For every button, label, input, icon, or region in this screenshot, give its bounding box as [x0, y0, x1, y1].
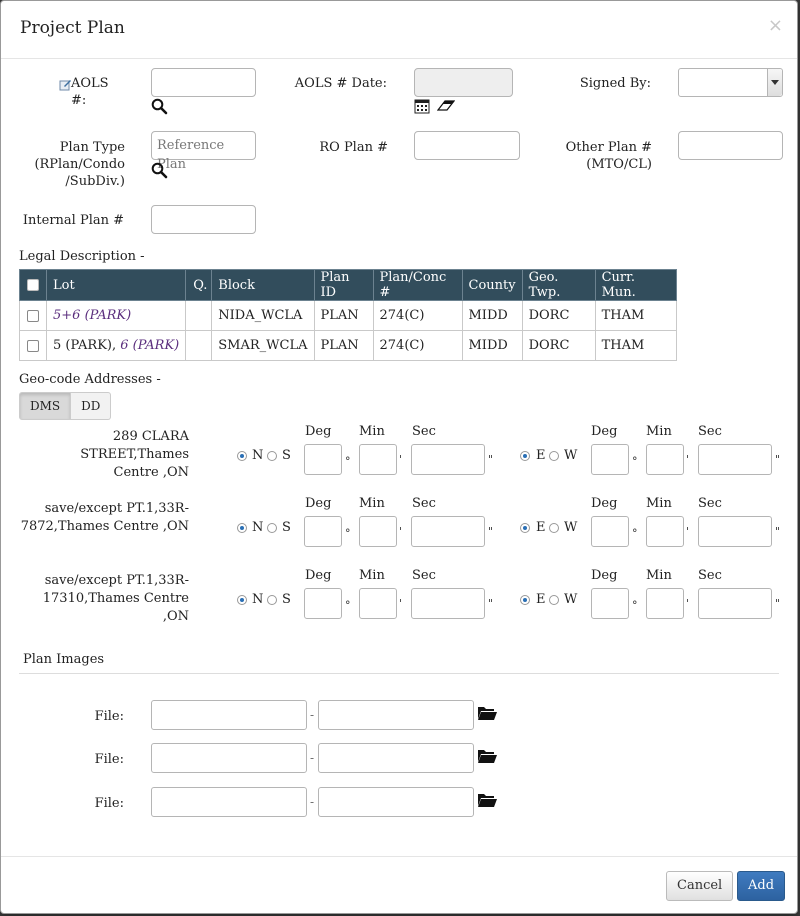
col-block[interactable]: Block — [212, 270, 314, 301]
lon-min-input[interactable] — [646, 444, 684, 475]
folder-open-icon[interactable] — [477, 748, 498, 764]
south-radio[interactable] — [267, 523, 277, 533]
minute-symbol: ' — [399, 525, 403, 538]
file-separator: - — [310, 708, 315, 722]
lon-sec-input[interactable] — [698, 588, 772, 619]
file-separator: - — [310, 795, 315, 809]
cancel-button[interactable]: Cancel — [666, 871, 733, 901]
other-plan-label — [551, 139, 652, 173]
deg-col-label: Deg — [591, 496, 618, 511]
lot-park-text: 6 (PARK) — [120, 338, 180, 353]
second-symbol: " — [775, 453, 781, 466]
lat-sec-input[interactable] — [411, 516, 485, 547]
south-label: S — [282, 592, 291, 607]
cell-q — [186, 301, 212, 331]
west-radio[interactable] — [549, 595, 559, 605]
south-radio[interactable] — [267, 595, 277, 605]
address-line1: save/except PT.1,33R- — [44, 501, 189, 516]
eraser-icon[interactable] — [437, 99, 455, 111]
cell-q — [186, 331, 212, 361]
internal-plan-input[interactable] — [151, 205, 256, 234]
minute-symbol: ' — [399, 453, 403, 466]
cell-plan-id: PLAN — [314, 331, 373, 361]
lon-deg-input[interactable] — [591, 516, 629, 547]
cell-curr-mun: THAM — [595, 331, 676, 361]
cell-block: NIDA_WCLA — [212, 301, 314, 331]
lat-min-input[interactable] — [359, 588, 397, 619]
south-radio[interactable] — [267, 451, 277, 461]
deg-col-label: Deg — [305, 568, 332, 583]
folder-open-icon[interactable] — [477, 705, 498, 721]
chevron-down-icon[interactable] — [767, 69, 782, 96]
second-symbol: " — [775, 597, 781, 610]
min-col-label: Min — [646, 568, 672, 583]
file-path-input[interactable] — [318, 743, 474, 773]
north-label: N — [252, 592, 264, 607]
north-label: N — [252, 520, 264, 535]
lon-sec-input[interactable] — [698, 444, 772, 475]
deg-col-label: Deg — [591, 568, 618, 583]
lon-min-input[interactable] — [646, 588, 684, 619]
north-radio[interactable] — [237, 595, 247, 605]
degree-symbol: ° — [632, 527, 638, 540]
sec-col-label: Sec — [698, 496, 722, 511]
col-county[interactable]: County — [462, 270, 522, 301]
col-plan-id[interactable]: Plan ID — [314, 270, 373, 301]
second-symbol: " — [488, 597, 494, 610]
lat-min-input[interactable] — [359, 516, 397, 547]
other-plan-label-line1: Other Plan # — [565, 140, 652, 155]
degree-symbol: ° — [345, 599, 351, 612]
col-geo-twp[interactable]: Geo. Twp. — [522, 270, 595, 301]
internal-plan-label: Internal Plan # — [22, 213, 124, 228]
sec-col-label: Sec — [698, 424, 722, 439]
close-icon[interactable]: × — [767, 15, 783, 36]
address-label — [19, 500, 189, 536]
lat-sec-input[interactable] — [411, 588, 485, 619]
ro-plan-label: RO Plan # — [319, 140, 388, 155]
signed-by-label: Signed By: — [579, 76, 651, 91]
second-symbol: " — [488, 525, 494, 538]
cell-plan-id: PLAN — [314, 301, 373, 331]
legal-description-table — [19, 269, 677, 361]
plan-type-input[interactable]: Reference Plan — [151, 131, 256, 160]
lot-park-text: 5+6 (PARK) — [53, 308, 132, 323]
west-label: W — [564, 592, 578, 607]
col-curr-mun[interactable]: Curr. Mun. — [595, 270, 676, 301]
file-label: File: — [94, 709, 124, 724]
table-header-row — [20, 270, 677, 301]
file-name-input[interactable] — [151, 700, 307, 730]
plan-type-label-line1: Plan Type — [59, 140, 125, 155]
cell-county: MIDD — [462, 331, 522, 361]
table-row[interactable] — [20, 331, 677, 361]
lon-min-input[interactable] — [646, 516, 684, 547]
lot-text: 5 (PARK), — [53, 338, 117, 353]
degree-symbol: ° — [632, 599, 638, 612]
south-label: S — [282, 448, 291, 463]
cell-curr-mun: THAM — [595, 301, 676, 331]
aols-date-input[interactable] — [414, 68, 513, 97]
degree-symbol: ° — [345, 527, 351, 540]
deg-col-label: Deg — [591, 424, 618, 439]
col-lot[interactable]: Lot — [47, 270, 186, 301]
address-line2: 7872,Thames Centre ,ON — [20, 519, 189, 534]
min-col-label: Min — [359, 424, 385, 439]
second-symbol: " — [775, 525, 781, 538]
dialog-footer — [1, 856, 797, 914]
file-name-input[interactable] — [151, 743, 307, 773]
minute-symbol: ' — [399, 597, 403, 610]
section-divider — [19, 673, 779, 674]
north-radio[interactable] — [237, 523, 247, 533]
folder-open-icon[interactable] — [477, 792, 498, 808]
lon-sec-input[interactable] — [698, 516, 772, 547]
sec-col-label: Sec — [412, 496, 436, 511]
min-col-label: Min — [359, 568, 385, 583]
file-path-input[interactable] — [318, 787, 474, 817]
aols-label: AOLS #: — [71, 76, 109, 108]
sec-col-label: Sec — [412, 568, 436, 583]
address-line2: 17310,Thames Centre ,ON — [42, 591, 189, 624]
sec-col-label: Sec — [412, 424, 436, 439]
lon-deg-input[interactable] — [591, 588, 629, 619]
calendar-icon[interactable] — [414, 98, 430, 114]
signed-by-select[interactable] — [678, 68, 783, 97]
geocode-row — [1, 496, 798, 566]
east-label: E — [536, 592, 546, 607]
file-path-input[interactable] — [318, 700, 474, 730]
lat-deg-input[interactable] — [304, 444, 342, 475]
east-radio[interactable] — [520, 595, 530, 605]
cell-plan-conc: 274(C) — [373, 301, 462, 331]
file-label: File: — [94, 796, 124, 811]
cell-lot — [47, 331, 186, 361]
aols-date-label: AOLS # Date: — [294, 76, 387, 91]
geocode-row — [1, 424, 798, 494]
address-line2: Centre ,ON — [113, 465, 189, 480]
cell-block: SMAR_WCLA — [212, 331, 314, 361]
deg-col-label: Deg — [305, 424, 332, 439]
min-col-label: Min — [359, 496, 385, 511]
file-label: File: — [94, 752, 124, 767]
table-row[interactable] — [20, 301, 677, 331]
second-symbol: " — [488, 453, 494, 466]
cell-county: MIDD — [462, 301, 522, 331]
dms-dd-toggle — [19, 392, 111, 420]
plan-type-label-line2: (RPlan/Condo — [34, 157, 125, 172]
search-icon[interactable] — [151, 98, 168, 115]
plan-type-label — [21, 139, 125, 190]
add-button[interactable]: Add — [737, 871, 785, 901]
other-plan-input[interactable] — [678, 131, 783, 160]
address-line1: 289 CLARA STREET,Thames — [80, 429, 189, 462]
address-line1: save/except PT.1,33R- — [44, 573, 189, 588]
cell-geo-twp: DORC — [522, 331, 595, 361]
min-col-label: Min — [646, 496, 672, 511]
east-label: E — [536, 448, 546, 463]
east-radio[interactable] — [520, 451, 530, 461]
geocode-row — [1, 568, 798, 638]
legal-description-title: Legal Description - — [19, 249, 145, 264]
other-plan-label-line2: (MTO/CL) — [586, 157, 652, 172]
west-radio[interactable] — [549, 523, 559, 533]
north-radio[interactable] — [237, 451, 247, 461]
lat-min-input[interactable] — [359, 444, 397, 475]
file-name-input[interactable] — [151, 787, 307, 817]
ro-plan-input[interactable] — [414, 131, 520, 160]
plan-type-label-line3: /SubDiv.) — [65, 174, 125, 189]
col-plan-conc[interactable]: Plan/Conc # — [373, 270, 462, 301]
dialog-header — [1, 1, 797, 59]
select-all-checkbox[interactable] — [27, 279, 39, 291]
west-radio[interactable] — [549, 451, 559, 461]
select-all-cell — [20, 270, 47, 301]
cell-geo-twp: DORC — [522, 301, 595, 331]
lat-deg-input[interactable] — [304, 588, 342, 619]
degree-symbol: ° — [632, 455, 638, 468]
address-label — [19, 572, 189, 626]
geocode-title: Geo-code Addresses - — [19, 372, 161, 387]
address-label — [19, 428, 189, 482]
west-label: W — [564, 448, 578, 463]
dialog-title: Project Plan — [20, 18, 125, 38]
deg-col-label: Deg — [305, 496, 332, 511]
dd-toggle-button[interactable]: DD — [71, 392, 111, 420]
east-radio[interactable] — [520, 523, 530, 533]
lat-deg-input[interactable] — [304, 516, 342, 547]
dms-toggle-button[interactable]: DMS — [19, 392, 71, 420]
north-label: N — [252, 448, 264, 463]
row-checkbox-cell — [20, 301, 47, 331]
lon-deg-input[interactable] — [591, 444, 629, 475]
degree-symbol: ° — [345, 455, 351, 468]
south-label: S — [282, 520, 291, 535]
file-separator: - — [310, 751, 315, 765]
cell-lot — [47, 301, 186, 331]
sec-col-label: Sec — [698, 568, 722, 583]
col-q[interactable]: Q. — [186, 270, 212, 301]
aols-input[interactable] — [151, 68, 256, 97]
lat-sec-input[interactable] — [411, 444, 485, 475]
west-label: W — [564, 520, 578, 535]
search-icon[interactable] — [151, 162, 168, 179]
min-col-label: Min — [646, 424, 672, 439]
row-checkbox[interactable] — [27, 340, 39, 352]
minute-symbol: ' — [686, 597, 690, 610]
row-checkbox[interactable] — [27, 310, 39, 322]
cell-plan-conc: 274(C) — [373, 331, 462, 361]
plan-images-title: Plan Images — [23, 652, 105, 667]
minute-symbol: ' — [686, 453, 690, 466]
minute-symbol: ' — [686, 525, 690, 538]
row-checkbox-cell — [20, 331, 47, 361]
east-label: E — [536, 520, 546, 535]
